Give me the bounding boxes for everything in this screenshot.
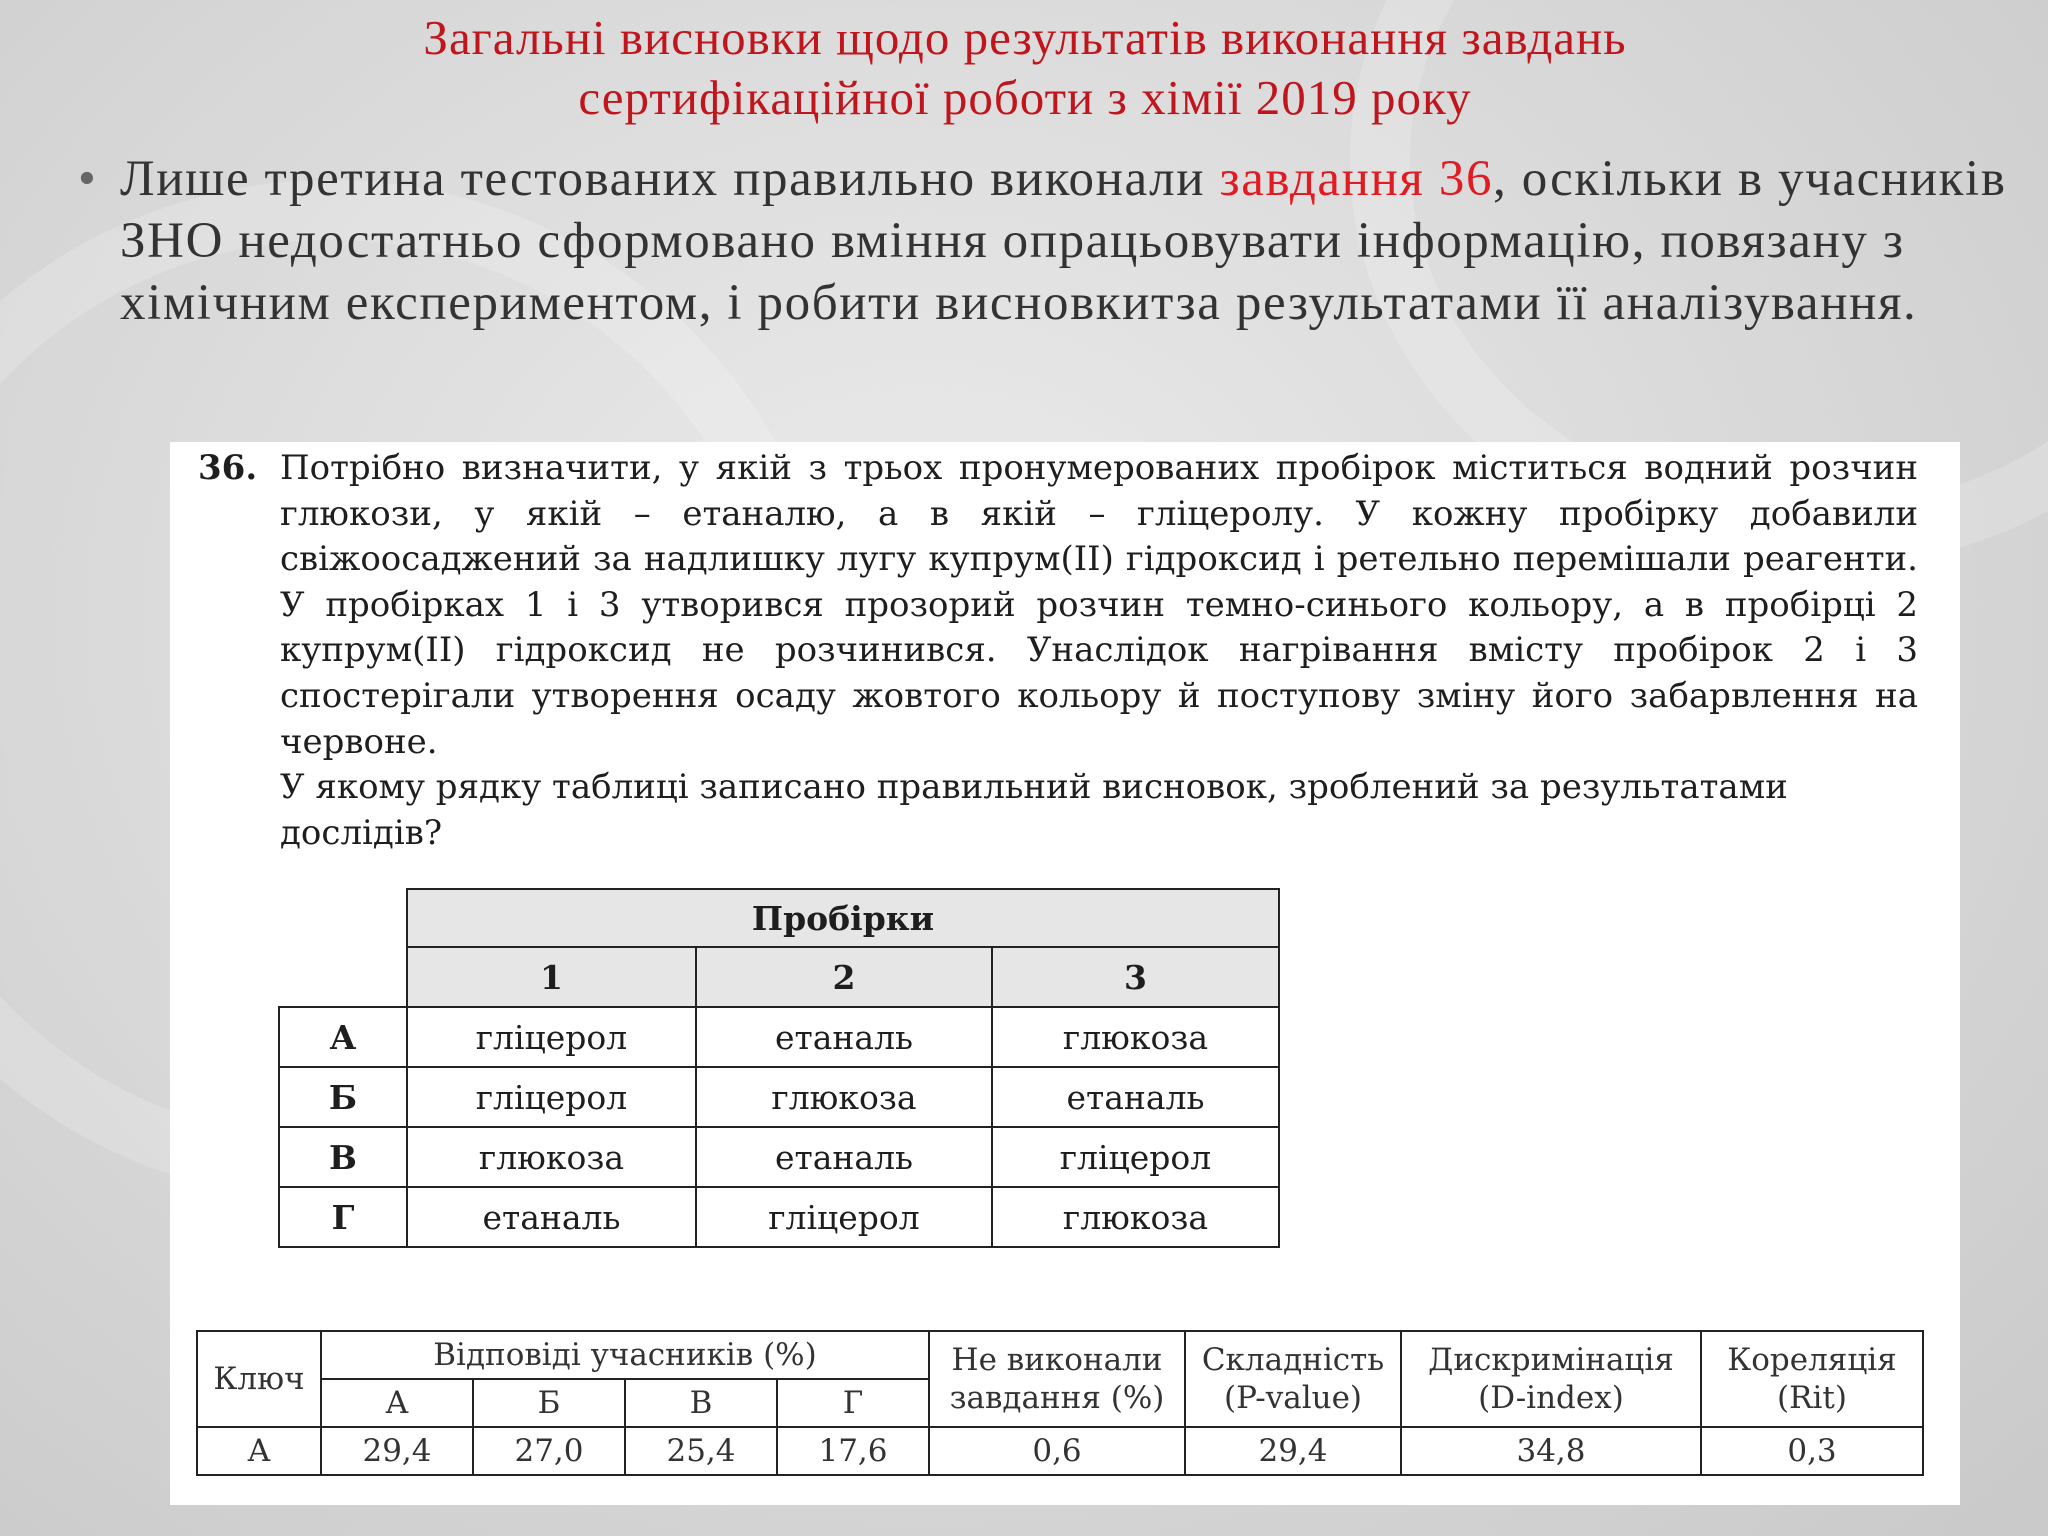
table-cell: гліцерол	[407, 1067, 696, 1127]
discrimination-value: 34,8	[1401, 1427, 1701, 1475]
table-cell: гліцерол	[992, 1127, 1279, 1187]
task-number: 36.	[198, 448, 258, 488]
difficulty-value: 29,4	[1185, 1427, 1401, 1475]
bullet-text	[120, 148, 2008, 334]
bullet-text-before: Лише третина тестованих правильно виконали	[120, 151, 1220, 207]
answers-header: Відповіді учасників (%)	[321, 1331, 929, 1379]
bullet-point	[78, 148, 2008, 334]
task-paragraph-2: У якому рядку таблиці записано правильний висновок, зроблений за результатами дослідів?	[280, 767, 1788, 853]
key-value: А	[197, 1427, 321, 1475]
bullet-highlight: завдання 36	[1219, 151, 1494, 207]
title-line-2: сертифікаційної роботи з хімії 2019 року	[578, 70, 1472, 125]
table-cell: етаналь	[696, 1127, 992, 1187]
table-row	[279, 1007, 1279, 1067]
bullet-icon: •	[78, 151, 98, 207]
table-cell: глюкоза	[992, 1007, 1279, 1067]
task-scan-image	[170, 442, 1960, 1505]
not-done-value: 0,6	[929, 1427, 1185, 1475]
statistics-table	[196, 1330, 1924, 1476]
table-cell: етаналь	[407, 1187, 696, 1247]
table-cell: гліцерол	[407, 1007, 696, 1067]
row-label: Г	[279, 1187, 407, 1247]
answer-percent: 17,6	[777, 1427, 929, 1475]
difficulty-header: Складність (P-value)	[1185, 1331, 1401, 1427]
column-header: 1	[407, 947, 696, 1007]
column-header: 2	[696, 947, 992, 1007]
table-row	[279, 1187, 1279, 1247]
answer-option: Г	[777, 1379, 929, 1427]
task-question	[198, 446, 1918, 856]
bullet-text-after: , оскільки в учасників ЗНО недостатньо сформовано вміння опрацьовувати інформацію, повязану з хімічним експериментом, і робити висновкитза результатами її аналізування.	[120, 151, 2007, 331]
column-header: 3	[992, 947, 1279, 1007]
answer-percent: 29,4	[321, 1427, 473, 1475]
table-cell: глюкоза	[992, 1187, 1279, 1247]
row-label: А	[279, 1007, 407, 1067]
table-cell: етаналь	[696, 1007, 992, 1067]
answer-percent: 27,0	[473, 1427, 625, 1475]
row-label: В	[279, 1127, 407, 1187]
slide-title	[140, 8, 1910, 128]
table-cell: етаналь	[992, 1067, 1279, 1127]
correlation-header: Кореляція (Rit)	[1701, 1331, 1923, 1427]
answer-option: В	[625, 1379, 777, 1427]
table-row	[197, 1427, 1923, 1475]
table-cell: глюкоза	[696, 1067, 992, 1127]
table-row	[279, 1067, 1279, 1127]
table-cell: глюкоза	[407, 1127, 696, 1187]
answer-percent: 25,4	[625, 1427, 777, 1475]
title-line-1: Загальні висновки щодо результатів виконання завдань	[423, 10, 1627, 65]
not-done-header: Не виконали завдання (%)	[929, 1331, 1185, 1427]
row-label: Б	[279, 1067, 407, 1127]
correlation-value: 0,3	[1701, 1427, 1923, 1475]
answer-table-header: Пробірки	[407, 889, 1279, 947]
key-header: Ключ	[197, 1331, 321, 1427]
table-cell: гліцерол	[696, 1187, 992, 1247]
answer-option: А	[321, 1379, 473, 1427]
table-row	[279, 1127, 1279, 1187]
answer-option: Б	[473, 1379, 625, 1427]
discrimination-header: Дискримінація (D-index)	[1401, 1331, 1701, 1427]
answer-table	[278, 888, 1280, 1248]
task-paragraph-1: Потрібно визначити, у якій з трьох пронумерованих пробірок міститься водний розчин глюкози, у якій – етаналю, а в якій – гліцеролу. У кожну пробірку добавили свіжоосаджений за надлишку лугу купрум(II) гідроксид і ретельно перемішали реагенти. У пробірках 1 і 3 утворився прозорий розчин темно-синього кольору, а в пробірці 2 купрум(II) гідроксид не розчинився. Унаслідок нагрівання вмісту пробірок 2 і 3 спостерігали утворення осаду жовтого кольору й поступову зміну його забарвлення на червоне.	[280, 448, 1918, 762]
